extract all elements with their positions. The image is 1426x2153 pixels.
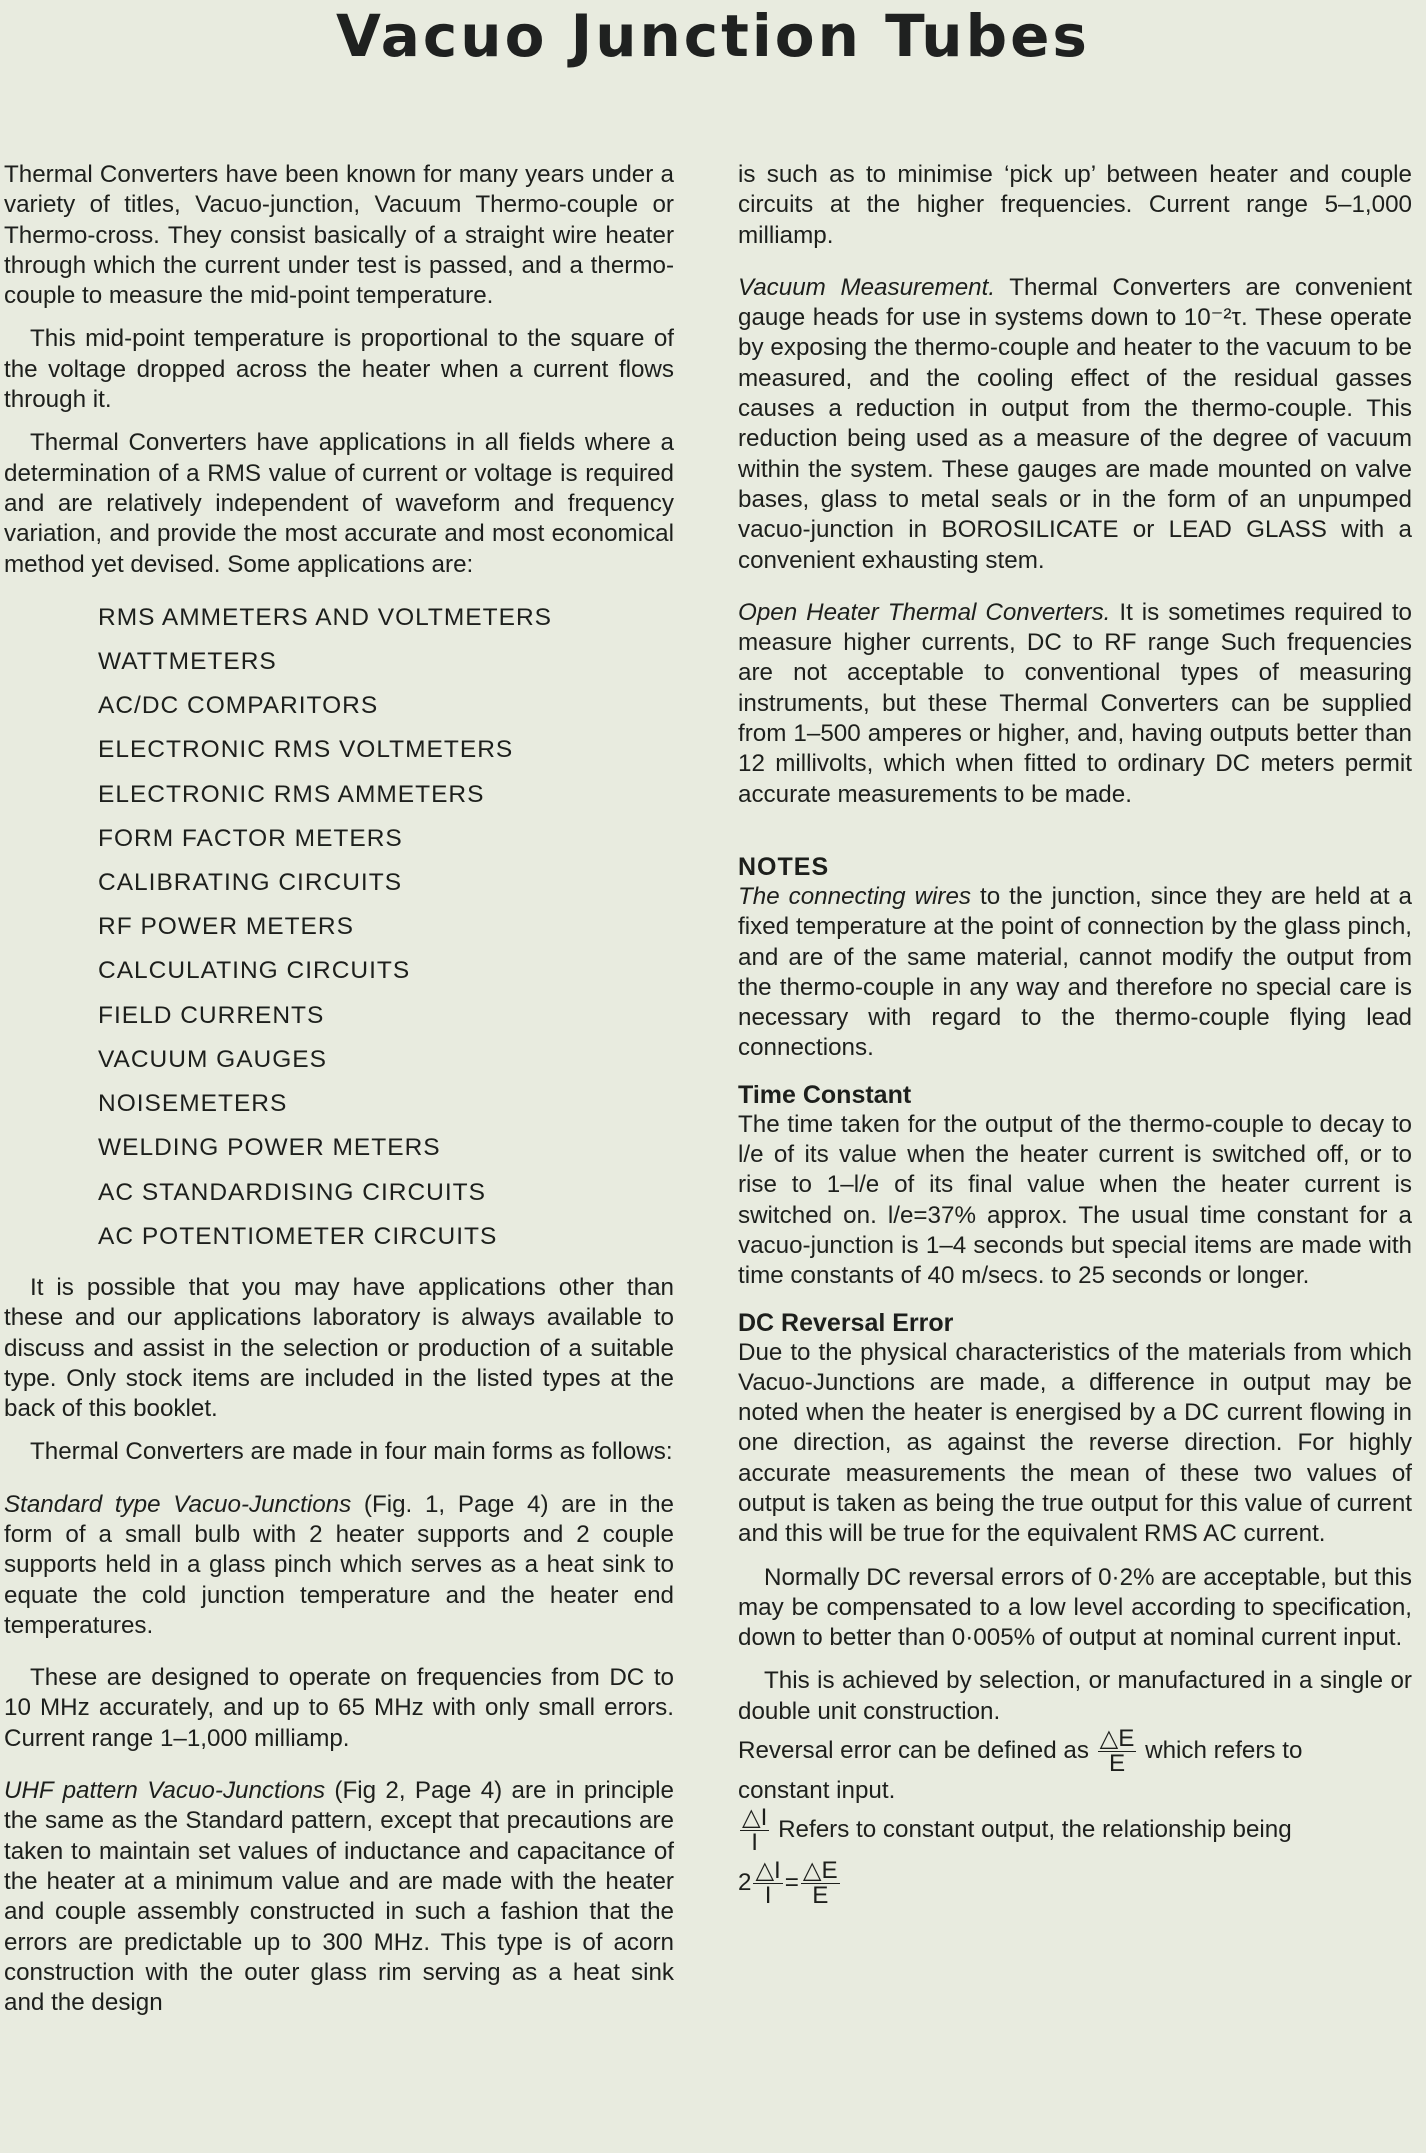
fraction-numerator: △I <box>742 1804 768 1832</box>
pickup-paragraph: is such as to minimise ‘pick up’ between heater and couple circuits at the higher frequencies. Current range 5–1,000 milliamp. <box>738 161 1412 249</box>
time-constant-heading: Time Constant <box>738 1080 912 1109</box>
standard-type-paragraph <box>4 1490 674 1641</box>
equation-left-fraction <box>753 1859 782 1908</box>
notes-body: to the junction, since they are held at a fixed temperature at the point of connection by the glass pinch, and are of the same material, cannot modify the output from the thermo-couple in any way and therefore no special care is necessary with regard to the thermo-couple flying lead connections. <box>738 882 1412 1062</box>
list-item: AC POTENTIOMETER CIRCUITS <box>98 1222 498 1250</box>
list-item: ELECTRONIC RMS VOLTMETERS <box>98 736 514 764</box>
dc-reversal-heading: DC Reversal Error <box>738 1308 954 1337</box>
fraction-numerator: △E <box>1099 1725 1135 1753</box>
fraction-numerator: △I <box>755 1857 781 1885</box>
fraction-denominator: I <box>751 1829 759 1857</box>
list-item: FIELD CURRENTS <box>98 1001 325 1029</box>
vacuum-measurement-lead: Vacuum Measurement. <box>738 273 996 301</box>
time-constant-paragraph: The time taken for the output of the thermo-couple to decay to l/e of its value when the heater current is switched off, or to rise to 1–l/e of its final value when the heater current is switched on. l/e=37% approx. The usual time constant for a vacuo-junction is 1–4 seconds but special items are made with time constants of 40 m/secs. to 25 seconds or longer. <box>738 1110 1412 1290</box>
applications-intro-paragraph: Thermal Converters have applications in all fields where a determination of a RMS value of current or voltage is required and are relatively independent of waveform and frequency variation, and provide the most accurate and most economical method yet devised. Some applications are: <box>4 429 674 578</box>
reversal-definition <box>738 1727 1412 1776</box>
fraction-denominator: I <box>764 1882 772 1910</box>
uhf-pattern-paragraph <box>4 1776 674 2018</box>
list-item: AC STANDARDISING CIRCUITS <box>98 1178 486 1206</box>
reversal-tolerance-paragraph: Normally DC reversal errors of 0·2% are acceptable, but this may be compensated to a low level according to specification, down to better than 0·005% of output at nominal current input. <box>738 1563 1412 1652</box>
intro-paragraph: Thermal Converters have been known for many years under a variety of titles, Vacuo-junction, Vacuum Thermo-couple or Thermo-cross. They consist basically of a straight wire heater through which the current under test is passed, and a thermo-couple to measure the mid-point temperature. <box>4 161 674 310</box>
fraction-denominator: E <box>812 1882 829 1910</box>
dc-reversal-paragraph: Due to the physical characteristics of the materials from which Vacuo-Junctions are made, a difference in output may be noted when the heater is energised by a DC current flowing in one direction, as against the reverse direction. For highly accurate measurements the mean of these two values of output is taken as being the true output for this value of current and this will be true for the equivalent RMS AC current. <box>738 1338 1412 1548</box>
midpoint-paragraph: This mid-point temperature is proportional to the square of the voltage dropped across the heater when a current flows through it. <box>4 325 674 414</box>
fraction-denominator: E <box>1108 1750 1126 1778</box>
applications-lab-paragraph: It is possible that you may have applications other than these and our applications laboratory is always available to discuss and assist in the selection or production of a suitable type. Only stock items are included in the listed types at the back of this booklet. <box>4 1273 674 1423</box>
open-heater-body: It is sometimes required to measure higher currents, DC to RF range Such frequencies are not acceptable to conventional types of measuring instruments, but these Thermal Converters can be supplied from 1–500 amperes or higher, and, having outputs better than 12 millivolts, which when fitted to ordinary DC meters permit accurate measurements to be made. <box>738 598 1413 808</box>
list-item: WELDING POWER METERS <box>98 1134 441 1162</box>
relationship-equation <box>738 1859 1412 1908</box>
fraction-numerator: △E <box>802 1857 838 1885</box>
list-item: RF POWER METERS <box>98 913 354 941</box>
list-item: AC/DC COMPARITORS <box>98 692 379 720</box>
notes-heading: NOTES <box>738 852 830 881</box>
list-item: RMS AMMETERS AND VOLTMETERS <box>98 603 552 631</box>
reversal-definition-post: which refers to <box>1145 1736 1303 1764</box>
list-item: WATTMETERS <box>98 648 277 676</box>
standard-type-lead: Standard type Vacuo-Junctions <box>4 1490 352 1518</box>
applications-list <box>4 596 674 1259</box>
frequency-range-paragraph: These are designed to operate on frequencies from DC to 10 MHz accurately, and up to 65 MHz with only small errors. Current range 1–1,000 milliamp. <box>4 1664 674 1752</box>
vacuum-measurement-paragraph <box>738 273 1412 576</box>
notes-paragraph <box>738 882 1412 1064</box>
open-heater-lead: Open Heater Thermal Converters. <box>738 598 1111 626</box>
left-column <box>4 160 674 2018</box>
notes-lead: The connecting wires <box>738 882 972 910</box>
selection-paragraph: This is achieved by selection, or manufactured in a single or double unit construction. <box>738 1667 1412 1725</box>
equation-right-fraction <box>801 1859 840 1908</box>
list-item: CALCULATING CIRCUITS <box>98 957 411 985</box>
delta-e-over-e-fraction <box>1098 1727 1137 1776</box>
list-item: NOISEMETERS <box>98 1090 288 1118</box>
reversal-definition-pre: Reversal error can be defined as <box>738 1736 1089 1764</box>
page-title: Vacuo Junction Tubes <box>336 2 1090 70</box>
uhf-pattern-lead: UHF pattern Vacuo-Junctions <box>4 1777 326 1805</box>
constant-output-text: Refers to constant output, the relationship being <box>778 1816 1292 1844</box>
constant-input-text: constant input. <box>738 1777 896 1805</box>
list-item: CALIBRATING CIRCUITS <box>98 869 403 897</box>
equation-equals-sign: = <box>784 1869 799 1897</box>
equation-coefficient: 2 <box>738 1869 752 1897</box>
constant-output-definition <box>738 1806 1412 1855</box>
main-forms-paragraph: Thermal Converters are made in four main forms as follows: <box>30 1438 673 1466</box>
delta-i-over-i-fraction <box>740 1806 769 1855</box>
list-item: ELECTRONIC RMS AMMETERS <box>98 780 485 808</box>
list-item: VACUUM GAUGES <box>98 1045 327 1073</box>
standard-type-body: (Fig. 1, Page 4) are in the form of a small bulb with 2 heater supports and 2 couple supports held in a glass pinch which serves as a heat sink to equate the cold junction temperature and the heater end temperatures. <box>4 1490 674 1639</box>
uhf-pattern-body: (Fig 2, Page 4) are in principle the same as the Standard pattern, except that precautions are taken to maintain set values of inductance and capacitance of the heater at a minimum value and are made with the heater and couple assembly constructed in such a fashion that the errors are predictable up to 300 MHz. This type is of acorn construction with the outer glass rim serving as a heat sink and the design <box>4 1777 674 2017</box>
vacuum-measurement-body: Thermal Converters are convenient gauge heads for use in systems down to 10⁻²τ. These operate by exposing the thermo-couple and heater to the vacuum to be measured, and the cooling effect of the residual gasses causes a reduction in output from the thermo-couple. This reduction being used as a measure of the degree of vacuum within the system. These gauges are made mounted on valve bases, glass to metal seals or in the form of an unpumped vacuo-junction in BOROSILICATE or LEAD GLASS with a convenient exhausting stem. <box>738 273 1412 574</box>
right-column <box>738 160 1412 1908</box>
open-heater-paragraph <box>738 598 1412 810</box>
list-item: FORM FACTOR METERS <box>98 824 403 852</box>
